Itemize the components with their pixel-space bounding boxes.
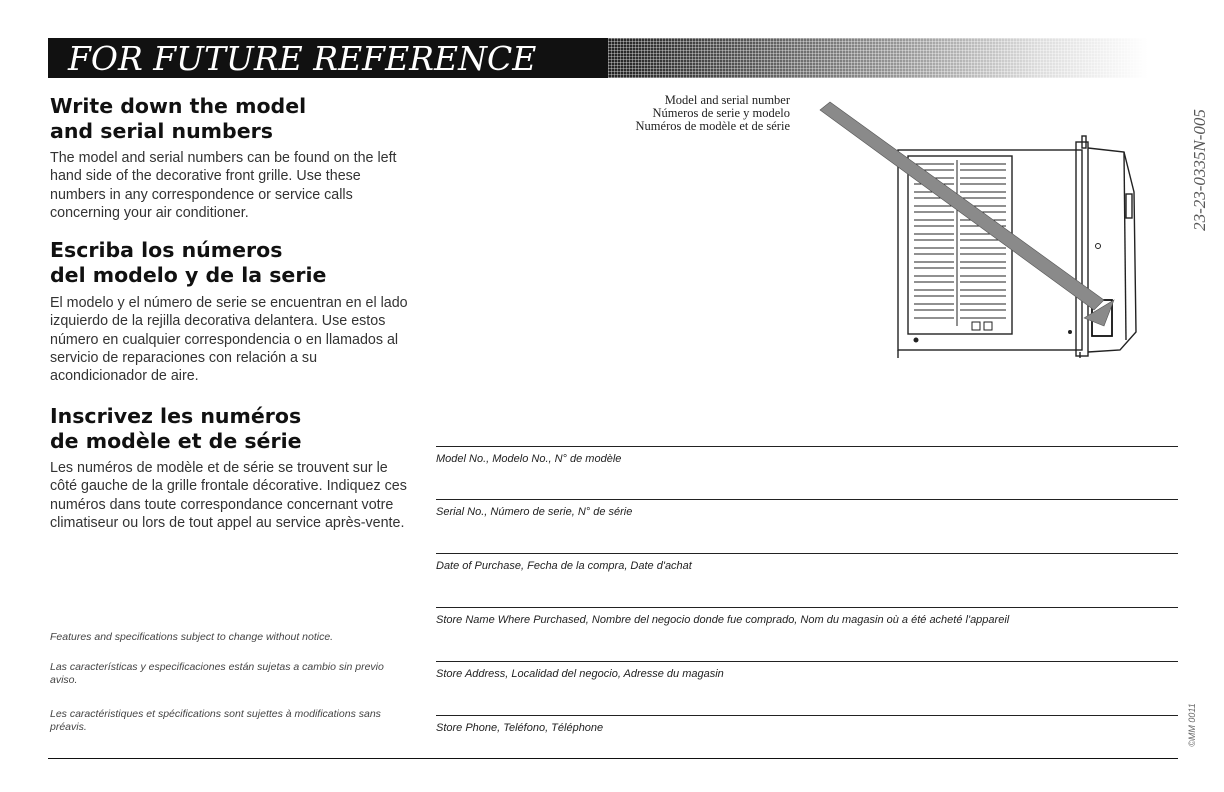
document-number-text: 23-23-0335N-005 [1190,109,1209,231]
section-heading-spanish [50,238,326,288]
section-heading-english [50,94,306,144]
notice-french: Les caractéristiques et spécifications sont sujettes à modifications sans préavis. [50,708,381,733]
section-body-french: Les numéros de modèle et de série se trouvent sur le côté gauche de la grille frontale décorative. Indiquez ces numéros dans toute correspondance concernant votre climatiseur ou lors de tout appel au service après-vente. [50,460,407,531]
figure-label [560,94,790,133]
notice-spanish: Las características y especificaciones están sujetas a cambio sin previo aviso. [50,661,384,686]
heading-line: and serial numbers [50,119,273,143]
field-label: Date of Purchase, Fecha de la compra, Date d'achat [436,560,692,572]
field-serial-number[interactable] [436,499,1178,518]
field-store-name[interactable] [436,607,1178,626]
field-label: Store Address, Localidad del negocio, Adresse du magasin [436,668,724,680]
heading-line: Write down the model [50,94,307,118]
field-store-phone[interactable] [436,715,1178,734]
heading-line: del modelo y de la serie [50,263,327,287]
heading-line: Escriba los números [50,238,283,262]
bottom-rule [48,758,1178,759]
heading-line: Inscrivez les numéros [50,404,302,428]
field-label: Store Name Where Purchased, Nombre del negocio donde fue comprado, Nom du magasin où a été acheté l'appareil [436,614,1010,626]
section-body-spanish: El modelo y el número de serie se encuentran en el lado izquierdo de la rejilla decorativa delantera. Use estos número en cualquier correspondencia o en llamados al servicio de reparaciones con relación a su acondicionador de aire. [50,295,408,385]
banner-title: FOR FUTURE REFERENCE [68,39,537,78]
field-store-address[interactable] [436,661,1178,680]
notice-english: Features and specifications subject to change without notice. [50,631,334,643]
figure-label-line: Model and serial number [664,93,790,107]
banner-fade-band [608,38,1148,78]
field-label: Model No., Modelo No., N° de modèle [436,453,622,465]
document-number [1190,90,1210,250]
copyright [1182,690,1202,760]
field-date-of-purchase[interactable] [436,553,1178,572]
heading-line: de modèle et de série [50,429,302,453]
field-model-number[interactable] [436,446,1178,465]
field-label: Serial No., Número de serie, N° de série [436,506,633,518]
copyright-text: ©MM 0011 [1187,703,1197,747]
figure-label-line: Números de serie y modelo [652,106,790,120]
air-conditioner-illustration [780,100,1140,360]
section-heading-french [50,404,302,454]
title-banner [48,38,1148,78]
section-body-english: The model and serial numbers can be found on the left hand side of the decorative front grille. Use these numbers in any correspondence or service calls concerning your air conditioner. [50,150,397,221]
field-label: Store Phone, Teléfono, Téléphone [436,722,604,734]
figure-label-line: Numéros de modèle et de série [635,119,790,133]
arrow-icon [820,102,1114,326]
